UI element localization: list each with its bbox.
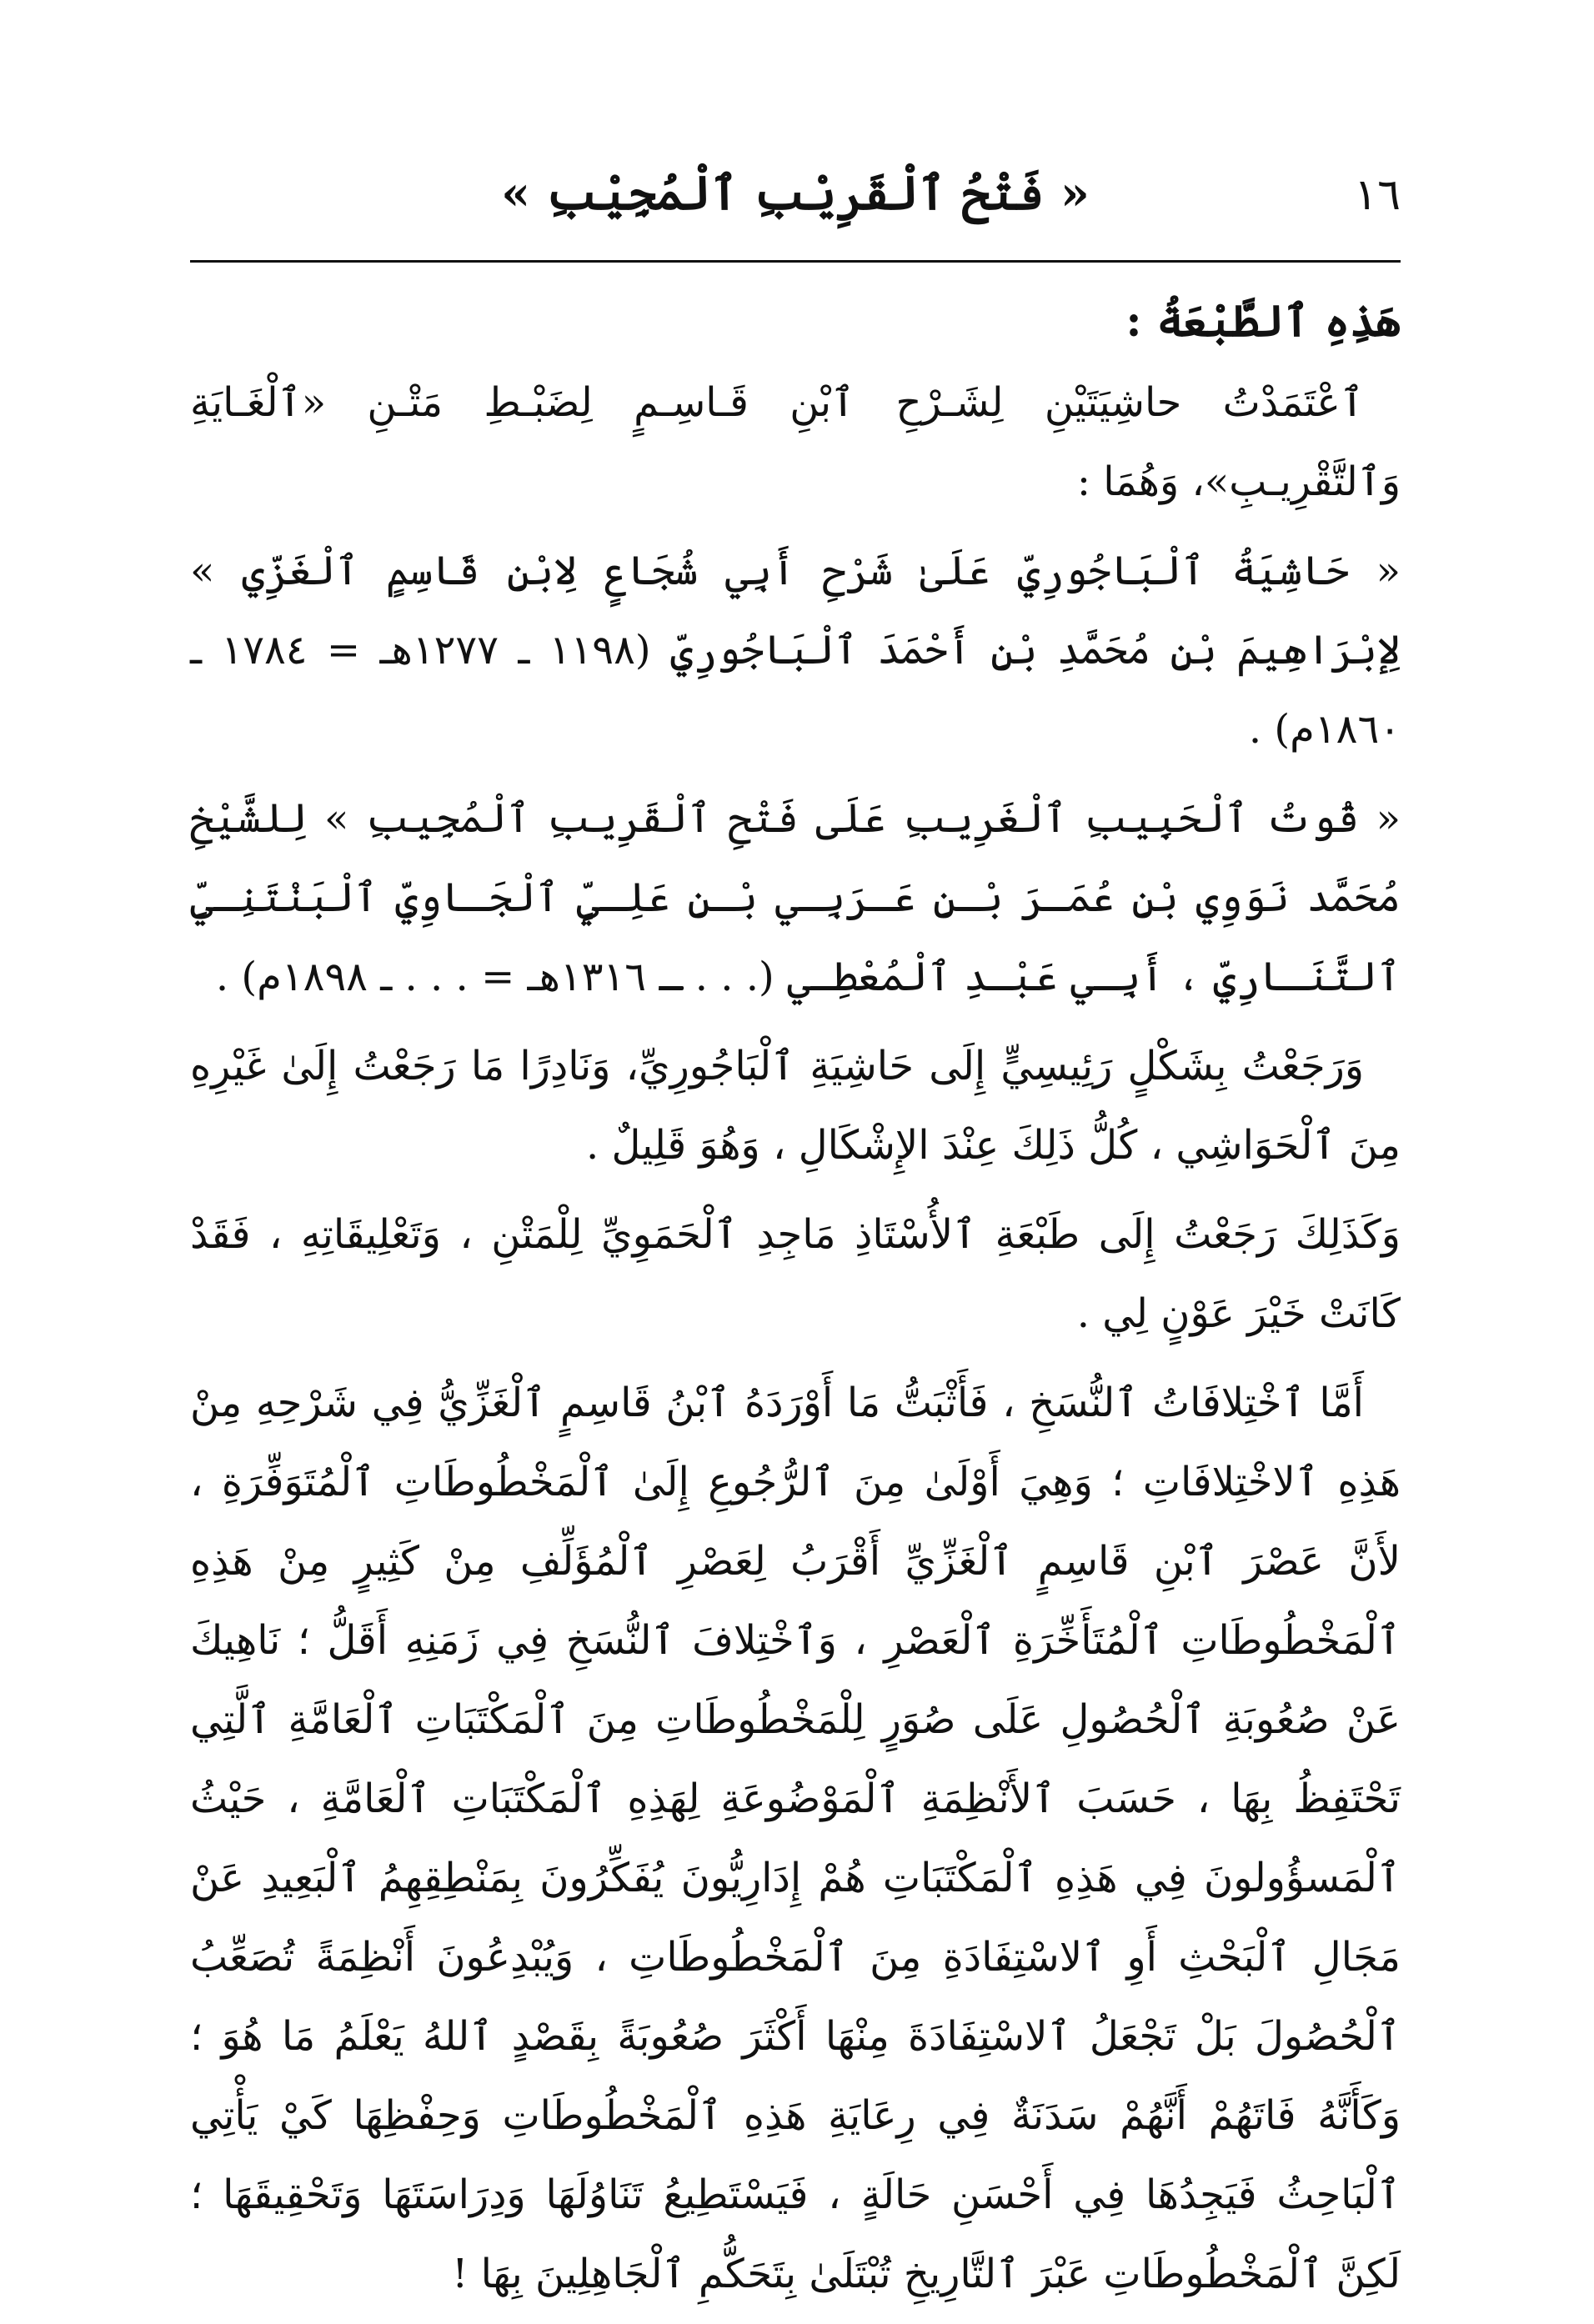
- page-number: ١٦: [1354, 170, 1401, 220]
- paragraph-main-reliance: وَرَجَعْتُ بِشَكْلٍ رَئِيسِيٍّ إِلَى حَاشِيَةِ ٱلْبَاجُورِيِّ، وَنَادِرًا مَا رَجَعْتُ إِلَىٰ غَيْرِهِ مِنَ ٱلْحَوَاشِي ، كُلُّ ذَلِكَ عِنْدَ الإِشْكَالِ ، وَهُوَ قَلِيلٌ .: [190, 1043, 1401, 1169]
- section-heading: هَذِهِ ٱلطَّبْعَةُ :: [1125, 296, 1401, 347]
- paragraph-qut-al-habib: « قُوتُ ٱلْحَبِيبِ ٱلْغَرِيبِ عَلَى فَتْحِ ٱلْقَرِيبِ ٱلْمُجِيبِ » لِلشَّيْخِ مُحَمَّد نَوَوِي بْنِ عُمَـرَ بْـنِ عَـرَبِـي بْـنِ عَلِـيٍّ ٱلْجَـاوِيِّ ٱلْبَنْتَنِـيِّ ٱلتَّنَـارِيِّ ، أَبِـي عَبْـدِ ٱلْمُعْطِـي (. . . ـ ١٣١٦هـ = . . . ـ ١٨٩٨م) .: [190, 795, 1401, 1000]
- paragraph-intro: ٱعْتَمَدْتُ حاشِيَتَيْنِ لِشَـرْحِ ٱبْنِ قَـاسِـمٍ لِضَبْـطِ مَتْـنِ «ٱلْغَـايَةِ وَٱلتَّقْرِيـبِ»، وَهُمَا :: [190, 379, 1401, 505]
- paragraph-bajuri-gloss: « حَاشِيَةُ ٱلْبَاجُورِيِّ عَلَىٰ شَرْحِ أَبِي شُجَاعٍ لِابْنِ قَاسِمٍ ٱلْغَزِّي » لِإبْرَاهِيمَ بْنِ مُحَمَّدِ بْنِ أَحْمَدَ ٱلْبَاجُورِيِّ (١١٩٨ ـ ١٢٧٧هـ = ١٧٨٤ ـ ١٨٦٠م) .: [190, 548, 1401, 753]
- page-header: [190, 163, 1401, 243]
- paragraph-hamawi-edition: وَكَذَلِكَ رَجَعْتُ إِلَى طَبْعَةِ ٱلأُسْتَاذِ مَاجِدِ ٱلْحَمَوِيِّ لِلْمَتْنِ ، وَتَعْلِيقَاتِهِ ، فَقَدْ كَانَتْ خَيْرَ عَوْنٍ لِي .: [190, 1211, 1401, 1337]
- running-title: « فَتْحُ ٱلْقَرِيْبِ ٱلْمُجِيْبِ »: [501, 166, 1090, 221]
- page-body: [190, 280, 1401, 2324]
- paragraph-manuscript-variants: أَمَّا ٱخْتِلافَاتُ ٱلنُّسَخِ ، فَأَثْبَتُّ مَا أَوْرَدَهُ ٱبْنُ قَاسِمٍ ٱلْغَزِّيُّ فِي شَرْحِهِ مِنْ هَذِهِ ٱلاخْتِلافَاتِ ؛ وَهِيَ أَوْلَىٰ مِنَ ٱلرُّجُوعِ إِلَىٰ ٱلْمَخْطُوطَاتِ ٱلْمُتَوَفِّرَةِ ، لأَنَّ عَصْرَ ٱبْنِ قَاسِمٍ ٱلْغَزِّيِّ أَقْرَبُ لِعَصْرِ ٱلْمُؤَلِّفِ مِنْ كَثِيرٍ مِنْ هَذِهِ ٱلْمَخْطُوطَاتِ ٱلْمُتَأَخِّرَةِ ٱلْعَصْرِ ، وَٱخْتِلافَ ٱلنُّسَخِ فِي زَمَنِهِ أَقَلُّ ؛ نَاهِيكَ عَنْ صُعُوبَةِ ٱلْحُصُولِ عَلَى صُوَرٍ لِلْمَخْطُوطَاتِ مِنَ ٱلْمَكْتَبَاتِ ٱلْعَامَّةِ ٱلَّتِي تَحْتَفِظُ بِهَا ، حَسَبَ ٱلأَنْظِمَةِ ٱلْمَوْضُوعَةِ لِهَذِهِ ٱلْمَكْتَبَاتِ ٱلْعَامَّةِ ، حَيْثُ ٱلْمَسؤُولونَ فِي هَذِهِ ٱلْمَكْتَبَاتِ هُمْ إِدَارِيُّونَ يُفَكِّرُونَ بِمَنْطِقِهِمُ ٱلْبَعِيدِ عَنْ مَجَالِ ٱلْبَحْثِ أَوِ ٱلاسْتِفَادَةِ مِنَ ٱلْمَخْطُوطَاتِ ، وَيُبْدِعُونَ أَنْظِمَةً تُصَعِّبُ ٱلْحُصُولَ بَلْ تَجْعَلُ ٱلاسْتِفَادَةَ مِنْهَا أَكْثَرَ صُعُوبَةً بِقَصْدٍ ٱللهُ يَعْلَمُ مَا هُوَ ؛ وَكَأَنَّهُ فَاتَهُمْ أَنَّهُمْ سَدَنَةٌ فِي رِعَايَةِ هَذِهِ ٱلْمَخْطُوطَاتِ وَحِفْظِهَا كَيْ يَأْتِي ٱلْبَاحِثُ فَيَجِدُهَا فِي أَحْسَنِ حَالَةٍ ، فَيَسْتَطِيعُ تَنَاوُلَهَا وَدِرَاسَتَهَا وَتَحْقِيقَهَا ؛ لَكِنَّ ٱلْمَخْطُوطَاتِ عَبْرَ ٱلتَّارِيخِ تُبْتَلَىٰ بِتَحَكُّمِ ٱلْجَاهِلِينَ بِهَا !: [190, 1380, 1401, 2297]
- header-divider: [190, 260, 1401, 263]
